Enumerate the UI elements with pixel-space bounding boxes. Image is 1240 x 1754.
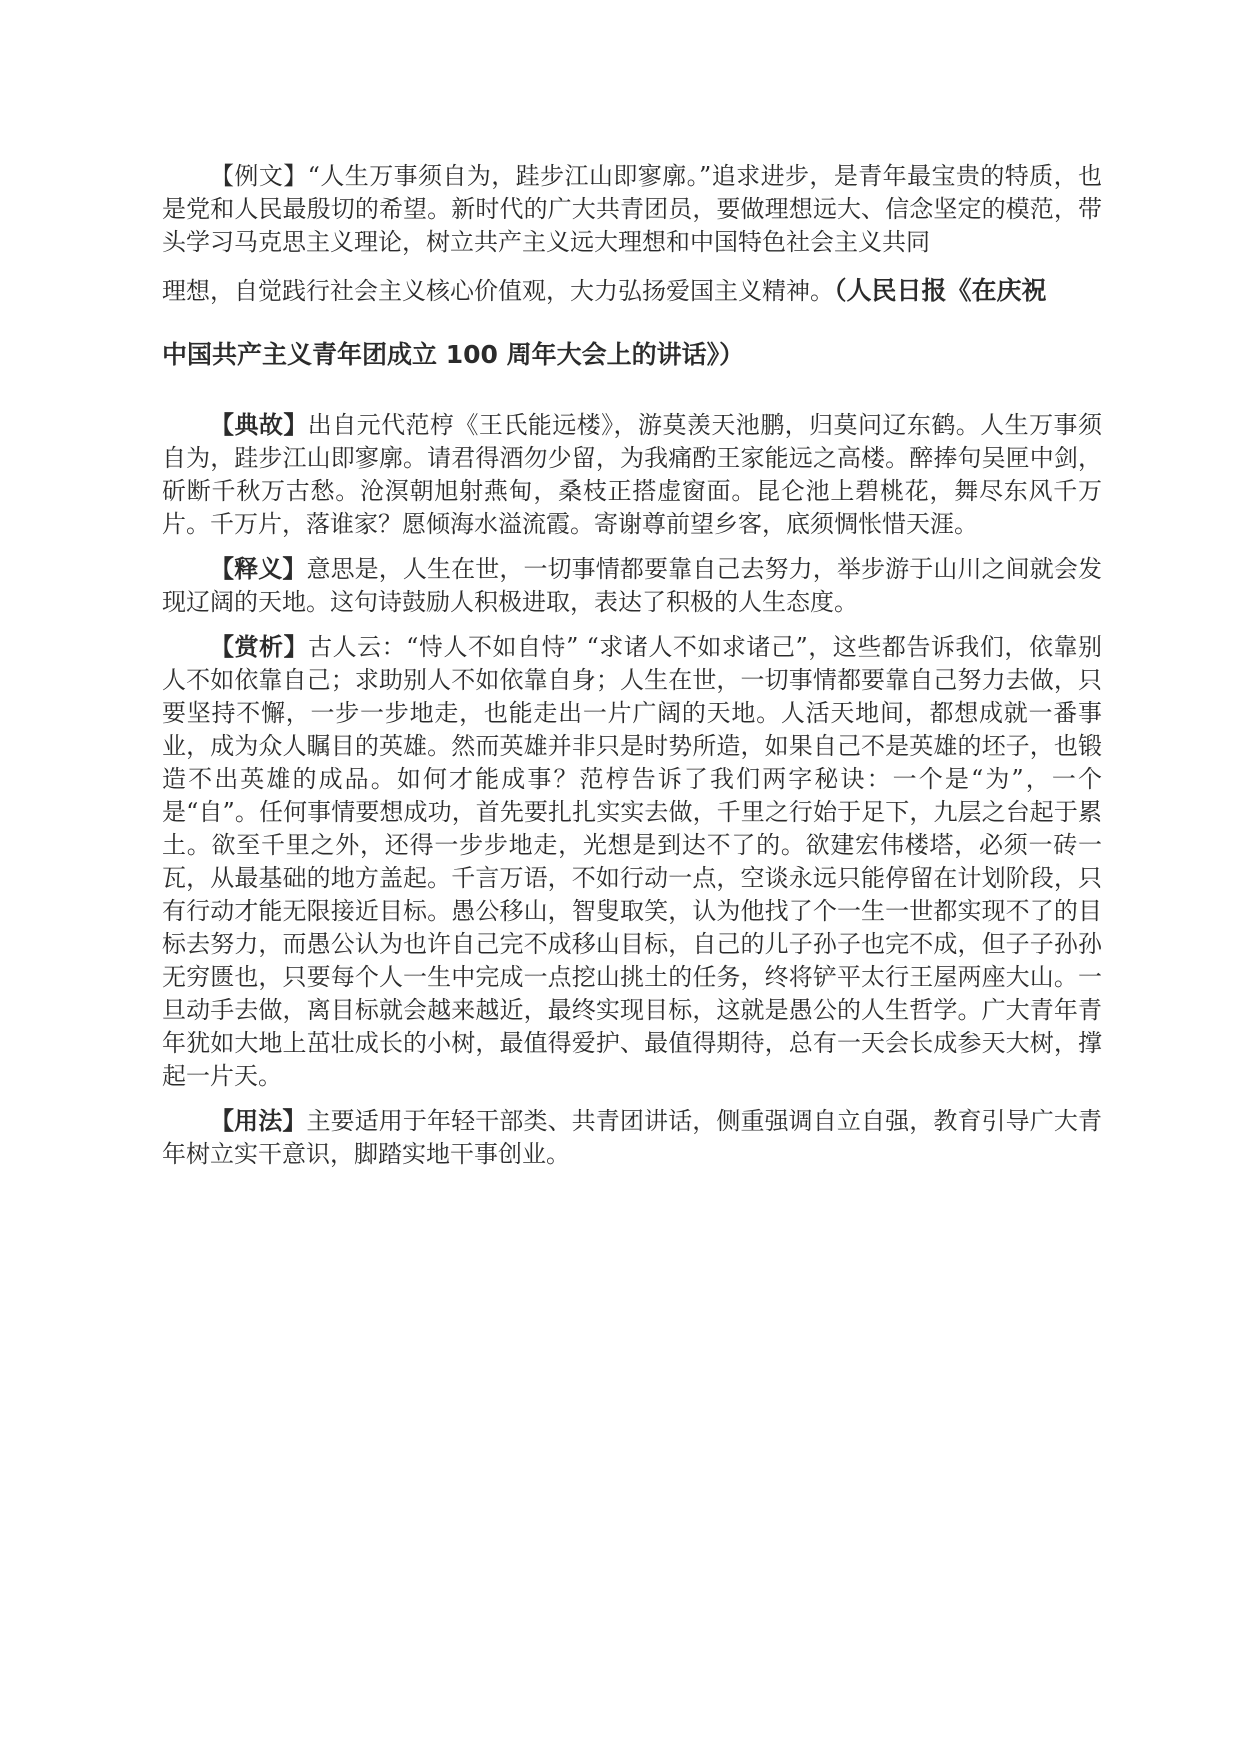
- allusion-tag: 【典故】: [210, 411, 308, 439]
- allusion-body: 出自元代范梈《王氏能远楼》，游莫羡天池鹏，归莫问辽东鹤。人生万事须自为，跬步江山即寥廓。请君得酒勿少留，为我痛酌王家能远之高楼。醉捧句吴匣中剑，斫断千秋万古愁。沧溟朝旭射燕甸，桑枝正搭虚窗面。昆仑池上碧桃花，舞尽东风千万片。千万片，落谁家？愿倾海水溢流霞。寄谢尊前望乡客，底须惆怅惜天涯。: [162, 411, 1103, 538]
- example-tail: [162, 259, 1102, 323]
- example-source-line1: （人民日报《在庆祝: [834, 276, 1047, 305]
- meaning-paragraph: [162, 553, 1102, 619]
- meaning-body: 意思是，人生在世，一切事情都要靠自己去努力，举步游于山川之间就会发现辽阔的天地。这句诗鼓励人积极进取，表达了积极的人生态度。: [162, 555, 1103, 616]
- usage-paragraph: [162, 1105, 1102, 1171]
- example-tag: 【例文】: [210, 162, 308, 190]
- usage-tag: 【用法】: [210, 1107, 307, 1135]
- meaning-tag: 【释义】: [210, 555, 307, 583]
- example-paragraph: [162, 160, 1102, 259]
- analysis-body: 古人云：“恃人不如自恃” “求诸人不如求诸己”，这些都告诉我们，依靠别人不如依靠自己；求助别人不如依靠自身；人生在世，一切事情都要靠自己努力去做，只要坚持不懈，一步一步地走，也能走出一片广阔的天地。人活天地间，都想成就一番事业，成为众人瞩目的英雄。然而英雄并非只是时势所造，如果自己不是英雄的坯子，也锻造不出英雄的成品。如何才能成事？范梈告诉了我们两字秘诀：一个是“为”，一个是“自”。任何事情要想成功，首先要扎扎实实去做，千里之行始于足下，九层之台起于累土。欲至千里之外，还得一步步地走，光想是到达不了的。欲建宏伟楼塔，必须一砖一瓦，从最基础的地方盖起。千言万语，不如行动一点，空谈永远只能停留在计划阶段，只有行动才能无限接近目标。愚公移山，智叟取笑，认为他找了个一生一世都实现不了的目标去努力，而愚公认为也许自己完不成移山目标，自己的儿子孙子也完不成，但子子孙孙无穷匮也，只要每个人一生中完成一点挖山挑土的任务，终将铲平太行王屋两座大山。一旦动手去做，离目标就会越来越近，最终实现目标，这就是愚公的人生哲学。广大青年青年犹如大地上茁壮成长的小树，最值得爱护、最值得期待，总有一天会长成参天大树，撑起一片天。: [162, 633, 1102, 1090]
- example-tail-text: 理想，自觉践行社会主义核心价值观，大力弘扬爱国主义精神。: [162, 277, 834, 305]
- example-body: “人生万事须自为，跬步江山即寥廓。”追求进步，是青年最宝贵的特质，也是党和人民最殷切的希望。新时代的广大共青团员，要做理想远大、信念坚定的模范，带头学习马克思主义理论，树立共产主义远大理想和中国特色社会主义共同: [162, 162, 1102, 256]
- analysis-tag: 【赏析】: [210, 633, 309, 661]
- document-page: [162, 160, 1102, 1171]
- usage-body: 主要适用于年轻干部类、共青团讲话，侧重强调自立自强，教育引导广大青年树立实干意识，脚踏实地干事创业。: [162, 1107, 1103, 1168]
- example-source-line2: 中国共产主义青年团成立 100 周年大会上的讲话》）: [162, 340, 745, 369]
- example-section: [162, 160, 1102, 387]
- example-source: [162, 323, 1102, 387]
- analysis-paragraph: [162, 631, 1102, 1093]
- allusion-paragraph: [162, 409, 1102, 541]
